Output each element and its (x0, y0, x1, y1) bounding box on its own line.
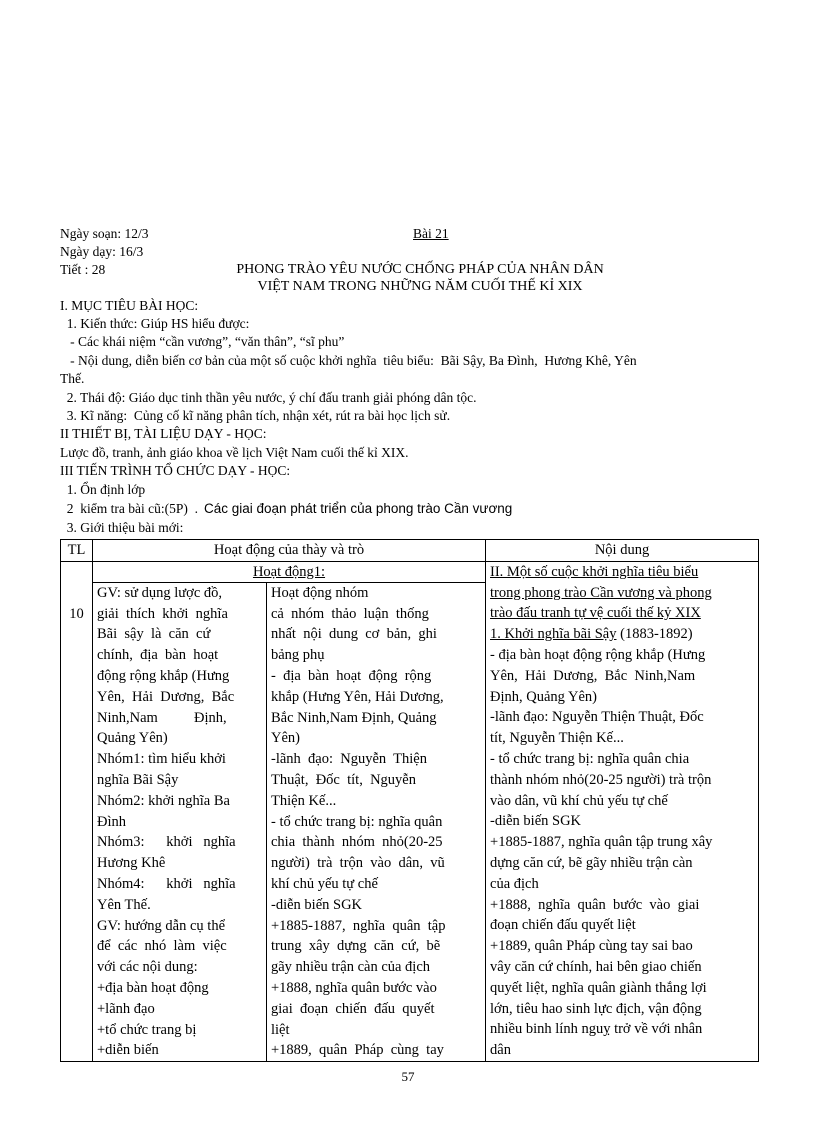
hoat-dong-1-cell (93, 561, 486, 582)
ngay-soan: Ngày soạn: 12/3 (60, 226, 149, 241)
hs-line: chia thành nhóm nhỏ(20-25 (271, 834, 443, 851)
nd-heading-text2: trong phong trào Cần vương và phong (490, 584, 712, 601)
hs-line: nhất nội dung cơ bản, ghi (271, 626, 437, 643)
gv-line: Bãi sậy là căn cứ (97, 626, 211, 643)
ngay-day: Ngày dạy: 16/3 (60, 244, 144, 259)
nd-line: tít, Nguyễn Thiện Kế... (490, 730, 624, 747)
kiem-tra-label: 2 kiểm tra bài cũ:(5P) . (60, 501, 198, 516)
gv-line: để các nhó làm việc (97, 938, 227, 955)
gv-line: Nhóm3: khởi nghĩa (97, 834, 236, 851)
hoat-dong-1-label: Hoạt động1: (252, 563, 326, 580)
section-muc-tieu: I. MỤC TIÊU BÀI HỌC: (60, 298, 199, 313)
gioi-thieu-bai-moi: 3. Giới thiệu bài mới: (60, 520, 184, 535)
hs-line: Bắc Ninh,Nam Định, Quảng (271, 709, 437, 726)
gv-line: Đình (97, 813, 126, 830)
nd-line: - địa bàn hoạt động rộng khắp (Hưng (490, 646, 706, 663)
khai-niem: - Các khái niệm “cần vương”, “văn thân”, “sĩ phu” (60, 334, 345, 349)
section-thiet-bi: II THIẾT BỊ, TÀI LIỆU DẠY - HỌC: (60, 426, 267, 441)
gv-line: Yên, Hải Dương, Bắc (97, 688, 235, 705)
nd-line: vây căn cứ chính, hai bên giao chiến (490, 958, 702, 975)
gv-line: Ninh,Nam Định, (97, 709, 227, 726)
hs-line: liệt (271, 1021, 290, 1038)
lesson-number-text: Bài 21 (413, 226, 449, 241)
hs-line: khí chủ yếu tự chế (271, 875, 378, 892)
nd-heading-text1: II. Một số cuộc khởi nghĩa tiêu biểu (490, 563, 699, 580)
kiem-tra-question: Các giai đoạn phát triển của phong trào Cần vương (203, 501, 513, 516)
hs-line: trung xây dựng căn cứ, bẽ (271, 938, 441, 955)
gv-line: nghĩa Bãi Sậy (97, 771, 179, 788)
nd-subheading (490, 624, 754, 645)
hs-line: - địa bàn hoạt động rộng (271, 667, 432, 684)
page-number: 57 (401, 1069, 415, 1084)
hs-line: -lãnh đạo: Nguyễn Thiện (271, 751, 427, 768)
lesson-number (413, 226, 449, 242)
nd-line: thành nhóm nhỏ(20-25 người) trà trộn (490, 771, 712, 788)
nd-line: +1888, nghĩa quân bước vào giai (490, 896, 700, 913)
nd-heading-line2 (490, 583, 754, 604)
nd-line: dựng căn cứ, bẽ gãy nhiều trận càn (490, 854, 693, 871)
table-row-activity (61, 561, 759, 582)
kiem-tra-bai-cu (60, 501, 512, 517)
gv-cell (93, 582, 267, 1061)
nd-line: đoạn chiến đấu quyết liệt (490, 917, 636, 934)
hs-line: Thiện Kế... (271, 792, 337, 809)
hs-line: khắp (Hưng Yên, Hải Dương, (271, 688, 444, 705)
hs-line: Yên) (271, 730, 300, 747)
ki-nang: 3. Kĩ năng: Củng cố kĩ năng phân tích, nhận xét, rút ra bài học lịch sử. (60, 408, 451, 423)
noi-dung-line1: - Nội dung, diễn biến cơ bản của một số cuộc khởi nghĩa tiêu biểu: Bãi Sậy, Ba Đình, Hương Khê, Yên (60, 353, 637, 368)
nd-line: -lãnh đạo: Nguyễn Thiện Thuật, Đốc (490, 709, 704, 726)
hs-line: cả nhóm thảo luận thống (271, 605, 429, 622)
gv-line: +lãnh đạo (97, 1000, 155, 1017)
nd-line: - tổ chức trang bị: nghĩa quân chia (490, 750, 690, 767)
nd-heading-line3 (490, 603, 754, 624)
noi-dung-line2: Thế. (60, 371, 85, 386)
nd-heading-text3: trào đấu tranh tự vệ cuối thế kỷ XIX (490, 605, 701, 622)
gv-line: GV: sử dụng lược đồ, (97, 584, 223, 601)
gv-line: Yên Thế. (97, 896, 151, 913)
nd-line: Yên, Hải Dương, Bắc Ninh,Nam (490, 667, 696, 684)
header-noi-dung: Nội dung (486, 540, 759, 562)
gv-line: chính, địa bàn hoạt (97, 647, 219, 664)
lesson-title-line2: VIỆT NAM TRONG NHỮNG NĂM CUỐI THẾ KỈ XIX (257, 279, 583, 294)
tl-value: 10 (61, 561, 93, 1061)
nd-heading-line1 (490, 562, 754, 583)
gv-line: Nhóm2: khởi nghĩa Ba (97, 792, 230, 809)
nd-line: +1885-1887, nghĩa quân tập trung xây (490, 834, 713, 851)
gv-line: động rộng khắp (Hưng (97, 667, 230, 684)
gv-line: với các nội dung: (97, 959, 198, 976)
gv-line: +tổ chức trang bị (97, 1021, 197, 1038)
hs-line: +1888, nghĩa quân bước vào (271, 979, 437, 996)
header-hoat-dong: Hoạt động của thày và trò (93, 540, 486, 562)
nd-line: +1889, quân Pháp cùng tay sai bao (490, 938, 693, 955)
thiet-bi-text: Lược đồ, tranh, ảnh giáo khoa về lịch Việt Nam cuối thế kỉ XIX. (60, 445, 409, 460)
section-tien-trinh: III TIẾN TRÌNH TỔ CHỨC DẠY - HỌC: (60, 463, 291, 478)
gv-lines (97, 583, 262, 1061)
gv-line: giải thích khởi nghĩa (97, 605, 228, 622)
hs-line: - tổ chức trang bị: nghĩa quân (271, 813, 443, 830)
nd-sub-years: (1883-1892) (616, 626, 693, 643)
on-dinh-lop: 1. Ổn định lớp (60, 482, 146, 497)
hs-line: +1889, quân Pháp cùng tay (271, 1042, 444, 1059)
thai-do: 2. Thái độ: Giáo dục tinh thần yêu nước, ý chí đấu tranh giải phóng dân tộc. (60, 390, 477, 405)
noi-dung-cell (486, 561, 759, 1061)
nd-line: lớn, tiêu hao sinh lực địch, vận động (490, 1000, 702, 1017)
nd-line: vào dân, vũ khí chủ yếu tự chế (490, 792, 668, 809)
nd-sub-underlined: 1. Khởi nghĩa bãi Sậy (490, 626, 617, 643)
hs-line: Hoạt động nhóm (271, 584, 369, 601)
hs-line: Thuật, Đốc tít, Nguyễn (271, 771, 416, 788)
hs-line: gãy nhiều trận càn của địch (271, 959, 431, 976)
hs-line: +1885-1887, nghĩa quân tập (271, 917, 446, 934)
hs-line: giai đoạn chiến đấu quyết (271, 1000, 435, 1017)
table-header-row (61, 540, 759, 562)
kien-thuc: 1. Kiến thức: Giúp HS hiểu được: (60, 316, 250, 331)
gv-line: Nhóm4: khởi nghĩa (97, 875, 236, 892)
nd-line: Định, Quảng Yên) (490, 688, 597, 705)
gv-line: +địa bàn hoạt động (97, 979, 209, 996)
gv-line: Nhóm1: tìm hiểu khởi (97, 751, 226, 768)
gv-line: +diễn biến (97, 1042, 159, 1059)
tiet: Tiết : 28 (60, 262, 106, 277)
lesson-title-line1: PHONG TRÀO YÊU NƯỚC CHỐNG PHÁP CỦA NHÂN DÂN (236, 262, 604, 277)
nd-line: nhiều binh lính nguỵ trở về với nhân (490, 1021, 703, 1038)
hs-line: -diễn biến SGK (271, 896, 363, 913)
hs-line: người) trà trộn vào dân, vũ (271, 855, 445, 872)
nd-lines (490, 645, 754, 1061)
nd-line: dân (490, 1042, 511, 1059)
hs-cell (267, 582, 486, 1061)
nd-line: quyết liệt, nghĩa quân giành thắng lợi (490, 979, 707, 996)
header-tl: TL (61, 540, 93, 562)
hs-lines (271, 583, 481, 1061)
lesson-table (60, 539, 759, 1062)
gv-line: Hương Khê (97, 855, 166, 872)
nd-line: của địch (490, 875, 539, 892)
gv-line: Quảng Yên) (97, 730, 168, 747)
gv-line: GV: hướng dẫn cụ thể (97, 917, 226, 934)
hs-line: bảng phụ (271, 647, 325, 664)
nd-line: -diễn biến SGK (490, 813, 582, 830)
